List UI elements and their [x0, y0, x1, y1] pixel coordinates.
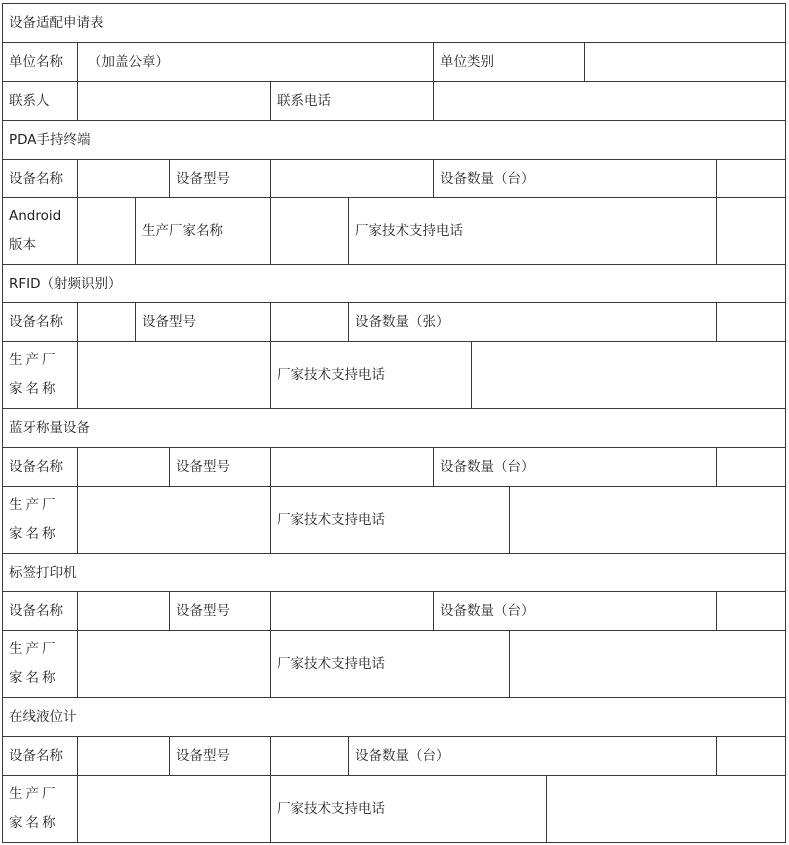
bt-device-name-label — [2, 447, 78, 487]
bt-device-name-field[interactable] — [77, 447, 170, 487]
rfid-support-phone-field[interactable] — [471, 341, 786, 409]
section-title-label-printer-text: 标签打印机 — [9, 564, 77, 581]
pda-manufacturer-field[interactable] — [270, 197, 349, 265]
pda-device-qty-field[interactable] — [716, 159, 786, 198]
contact-phone-label — [270, 81, 434, 121]
rfid-device-name-field[interactable] — [77, 302, 136, 342]
pda-support-phone-field[interactable] — [716, 197, 786, 265]
bt-device-model-label — [169, 447, 271, 487]
lp-support-phone-text: 厂家技术支持电话 — [277, 656, 385, 672]
section-title-rfid — [2, 264, 786, 303]
section-title-level-meter-text: 在线液位计 — [9, 709, 77, 725]
lp-manufacturer-label — [2, 630, 78, 698]
lp-device-qty-text: 设备数量（台） — [440, 603, 535, 619]
lm-support-phone-label — [270, 775, 547, 843]
pda-device-model-field[interactable] — [270, 159, 434, 198]
bt-support-phone-field[interactable] — [509, 486, 786, 554]
pda-device-model-text: 设备型号 — [176, 170, 230, 187]
rfid-manufacturer-field[interactable] — [77, 341, 271, 409]
lm-manufacturer-text: 生产厂家名称 — [9, 786, 59, 831]
section-title-label-printer — [2, 553, 786, 592]
pda-device-name-field[interactable] — [77, 159, 170, 198]
lp-device-qty-field[interactable] — [716, 591, 786, 631]
pda-android-version-text: Android版本 — [9, 208, 62, 253]
lm-device-model-label — [169, 736, 271, 776]
bt-device-qty-label — [433, 447, 717, 487]
lp-device-name-label — [2, 591, 78, 631]
bt-device-name-text: 设备名称 — [9, 459, 63, 475]
lp-device-model-text: 设备型号 — [176, 603, 230, 619]
unit-type-label-text: 单位类别 — [440, 54, 494, 70]
rfid-device-qty-text: 设备数量（张） — [355, 314, 450, 330]
bt-support-phone-text: 厂家技术支持电话 — [277, 512, 385, 528]
lm-support-phone-text: 厂家技术支持电话 — [277, 801, 385, 817]
contact-phone-field[interactable] — [433, 81, 786, 121]
section-title-pda-text: PDA手持终端 — [9, 132, 91, 148]
lp-device-name-text: 设备名称 — [9, 603, 63, 619]
lp-device-name-field[interactable] — [77, 591, 170, 631]
form-title — [2, 3, 786, 43]
rfid-device-name-label — [2, 302, 78, 342]
contact-phone-label-text: 联系电话 — [277, 93, 331, 109]
unit-name-label-text: 单位名称 — [9, 54, 63, 70]
unit-name-field[interactable] — [77, 42, 434, 82]
pda-support-phone-label — [348, 197, 717, 265]
lp-device-model-field[interactable] — [270, 591, 434, 631]
form-title-text: 设备适配申请表 — [9, 15, 104, 31]
section-title-rfid-text: RFID（射频识别） — [9, 275, 122, 292]
lm-device-name-text: 设备名称 — [9, 748, 63, 764]
lp-support-phone-label — [270, 630, 510, 698]
bt-device-qty-text: 设备数量（台） — [440, 459, 535, 475]
contact-label-text: 联系人 — [9, 93, 50, 109]
rfid-support-phone-label — [270, 341, 472, 409]
pda-device-name-label — [2, 159, 78, 198]
bt-device-model-field[interactable] — [270, 447, 434, 487]
lp-manufacturer-text: 生产厂家名称 — [9, 641, 59, 686]
pda-manufacturer-text: 生产厂家名称 — [142, 223, 223, 239]
pda-device-model-label — [169, 159, 271, 198]
pda-device-qty-label — [433, 159, 717, 198]
unit-name-label — [2, 42, 78, 82]
rfid-device-qty-field[interactable] — [716, 302, 786, 342]
lm-device-name-label — [2, 736, 78, 776]
lm-device-qty-field[interactable] — [716, 736, 786, 776]
rfid-device-model-field[interactable] — [270, 302, 349, 342]
pda-manufacturer-label — [135, 197, 271, 265]
lp-device-qty-label — [433, 591, 717, 631]
pda-device-name-text: 设备名称 — [9, 170, 63, 187]
rfid-device-model-text: 设备型号 — [142, 314, 196, 330]
lp-manufacturer-field[interactable] — [77, 630, 271, 698]
lm-manufacturer-field[interactable] — [77, 775, 271, 843]
lm-device-qty-label — [348, 736, 717, 776]
rfid-manufacturer-label — [2, 341, 78, 409]
unit-type-label — [433, 42, 585, 82]
bt-support-phone-label — [270, 486, 510, 554]
rfid-device-model-label — [135, 302, 271, 342]
unit-name-hint: （加盖公章） — [88, 54, 169, 70]
bt-device-qty-field[interactable] — [716, 447, 786, 487]
bt-manufacturer-label — [2, 486, 78, 554]
unit-type-field[interactable] — [584, 42, 786, 82]
pda-android-version-field[interactable] — [77, 197, 136, 265]
rfid-support-phone-text: 厂家技术支持电话 — [277, 367, 385, 383]
rfid-manufacturer-text: 生产厂家名称 — [9, 352, 59, 397]
lm-device-model-field[interactable] — [270, 736, 349, 776]
bt-manufacturer-field[interactable] — [77, 486, 271, 554]
pda-android-version-label — [2, 197, 78, 265]
bt-manufacturer-text: 生产厂家名称 — [9, 497, 59, 542]
rfid-device-name-text: 设备名称 — [9, 314, 63, 330]
section-title-bluetooth-scale — [2, 408, 786, 448]
lm-device-model-text: 设备型号 — [176, 748, 230, 764]
lm-device-name-field[interactable] — [77, 736, 170, 776]
section-title-bluetooth-scale-text: 蓝牙称量设备 — [9, 420, 90, 436]
bt-device-model-text: 设备型号 — [176, 459, 230, 475]
lm-device-qty-text: 设备数量（台） — [355, 748, 450, 764]
section-title-pda — [2, 120, 786, 160]
pda-device-qty-text: 设备数量（台） — [440, 170, 535, 187]
section-title-level-meter — [2, 697, 786, 737]
contact-label — [2, 81, 78, 121]
rfid-device-qty-label — [348, 302, 717, 342]
lm-manufacturer-label — [2, 775, 78, 843]
lm-support-phone-field[interactable] — [546, 775, 786, 843]
lp-support-phone-field[interactable] — [509, 630, 786, 698]
lp-device-model-label — [169, 591, 271, 631]
pda-support-phone-text: 厂家技术支持电话 — [355, 223, 463, 239]
contact-field[interactable] — [77, 81, 271, 121]
